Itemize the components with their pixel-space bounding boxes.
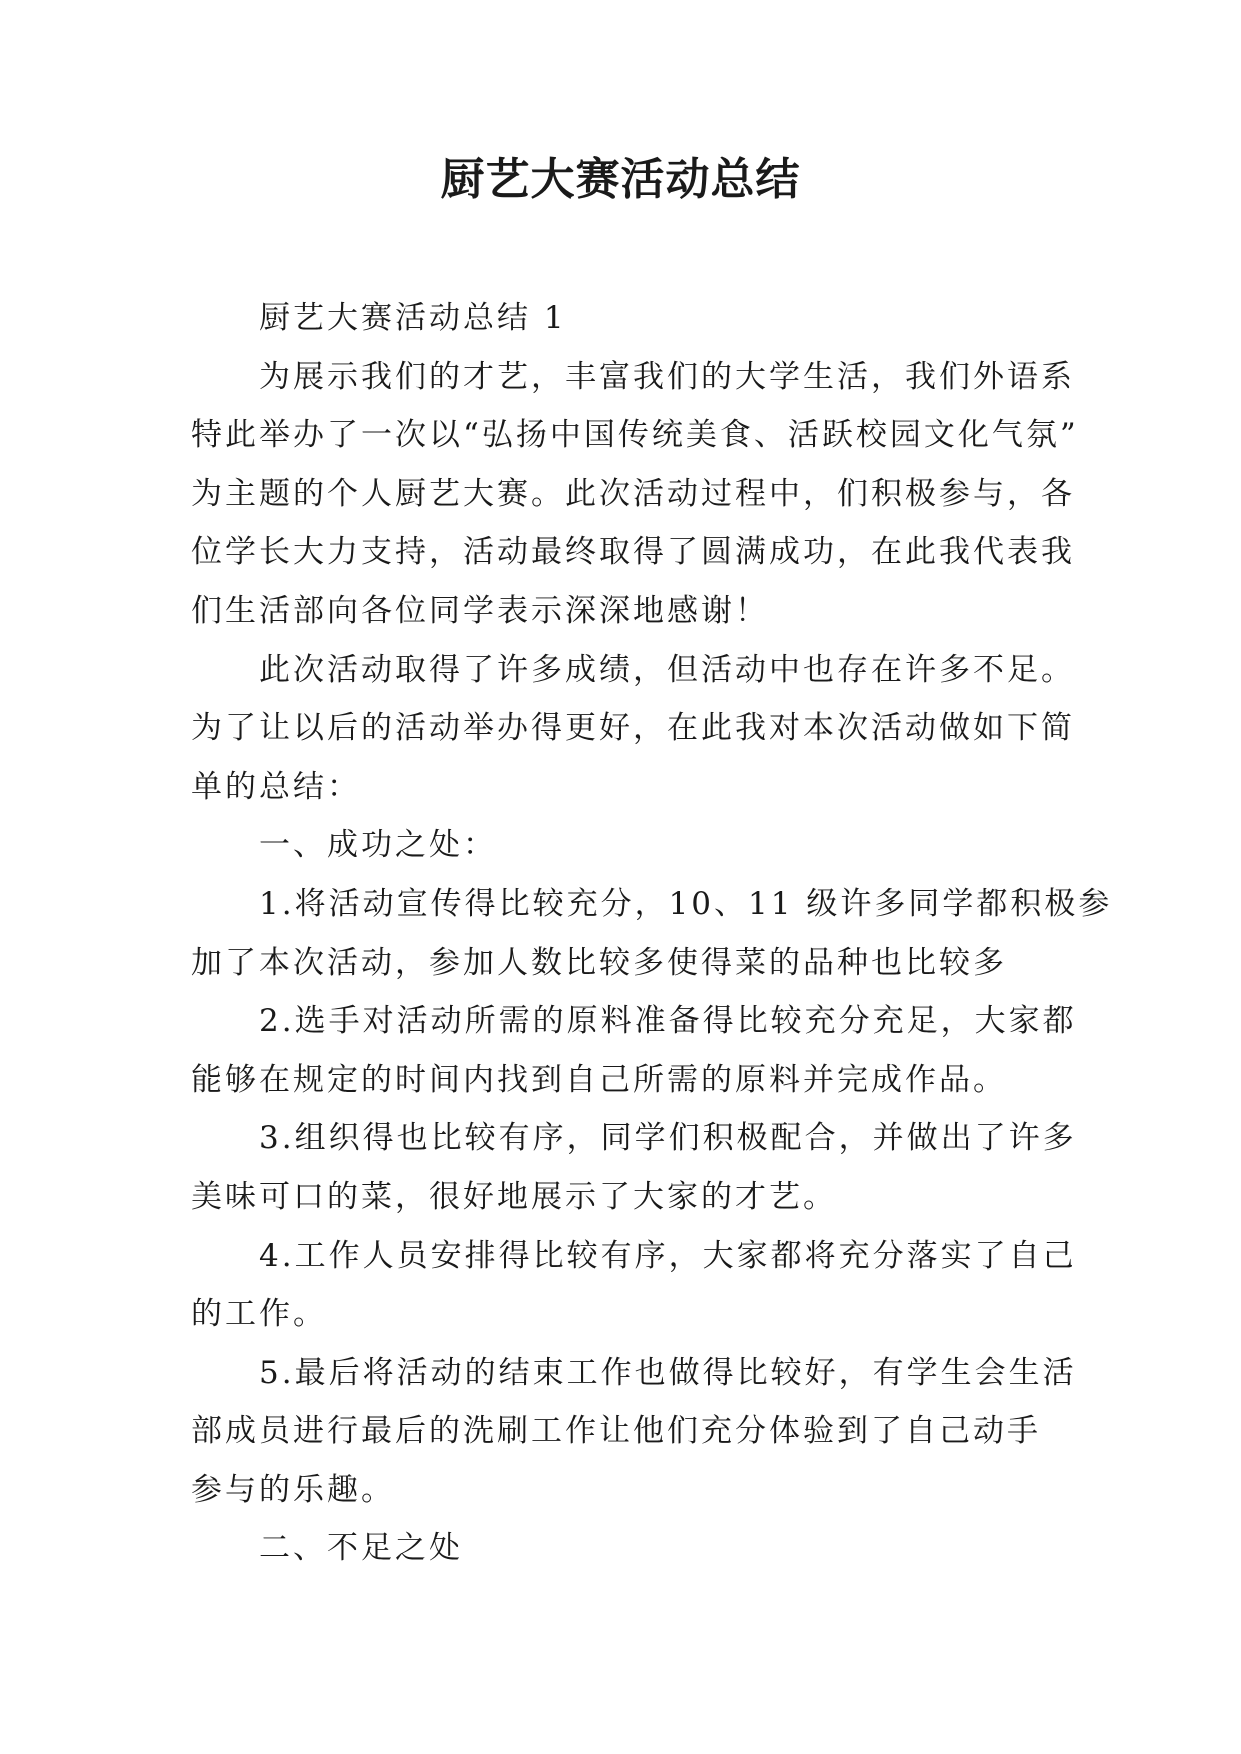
text-line: 部成员进行最后的洗刷工作让他们充分体验到了自己动手 (191, 1413, 1041, 1450)
shortcomings-heading (191, 1519, 1053, 1578)
document-body (191, 289, 1113, 1578)
success-item-3 (191, 1109, 1077, 1226)
text-line: 为了让以后的活动举办得更好，在此我对本次活动做如下简 (191, 710, 1075, 747)
text-line: 为主题的个人厨艺大赛。此次活动过程中，们积极参与，各 (191, 475, 1075, 512)
text-line: 能够在规定的时间内找到自己所需的原料并完成作品。 (191, 1061, 1007, 1098)
text-line: 4.工作人员安排得比较有序，大家都将充分落实了自己 (259, 1237, 1077, 1274)
text-line: 厨艺大赛活动总结 1 (259, 300, 567, 336)
section-heading-1 (191, 289, 1053, 348)
document-title: 厨艺大赛活动总结 (440, 154, 801, 205)
successes-heading (191, 816, 1053, 875)
text-line: 特此举办了一次以“弘扬中国传统美食、活跃校园文化气氛” (191, 417, 1079, 454)
text-line: 此次活动取得了许多成绩，但活动中也存在许多不足。 (259, 651, 1075, 688)
text-line: 美味可口的菜，很好地展示了大家的才艺。 (191, 1178, 837, 1215)
text-line: 5.最后将活动的结束工作也做得比较好，有学生会生活 (259, 1354, 1077, 1391)
text-line: 3.组织得也比较有序，同学们积极配合，并做出了许多 (259, 1120, 1077, 1157)
text-line: 单的总结： (191, 768, 361, 805)
success-item-4 (191, 1227, 1077, 1344)
success-item-1 (191, 875, 1113, 992)
success-item-2 (191, 992, 1077, 1109)
text-line: 2.选手对活动所需的原料准备得比较充分充足，大家都 (259, 1003, 1077, 1040)
text-line: 一、成功之处： (259, 827, 497, 864)
text-line: 1.将活动宣传得比较充分，10、11 级许多同学都积极参 (259, 885, 1113, 922)
text-line: 们生活部向各位同学表示深深地感谢！ (191, 592, 769, 629)
text-line: 二、不足之处 (259, 1530, 463, 1567)
text-line: 的工作。 (191, 1296, 327, 1333)
text-line: 为展示我们的才艺，丰富我们的大学生活，我们外语系 (259, 358, 1075, 395)
text-line: 参与的乐趣。 (191, 1471, 395, 1508)
intro-paragraph (191, 348, 1079, 641)
text-line: 加了本次活动，参加人数比较多使得菜的品种也比较多 (191, 944, 1007, 981)
success-item-5 (191, 1344, 1077, 1520)
summary-intro-paragraph (191, 641, 1075, 817)
text-line: 位学长大力支持，活动最终取得了圆满成功，在此我代表我 (191, 534, 1075, 571)
